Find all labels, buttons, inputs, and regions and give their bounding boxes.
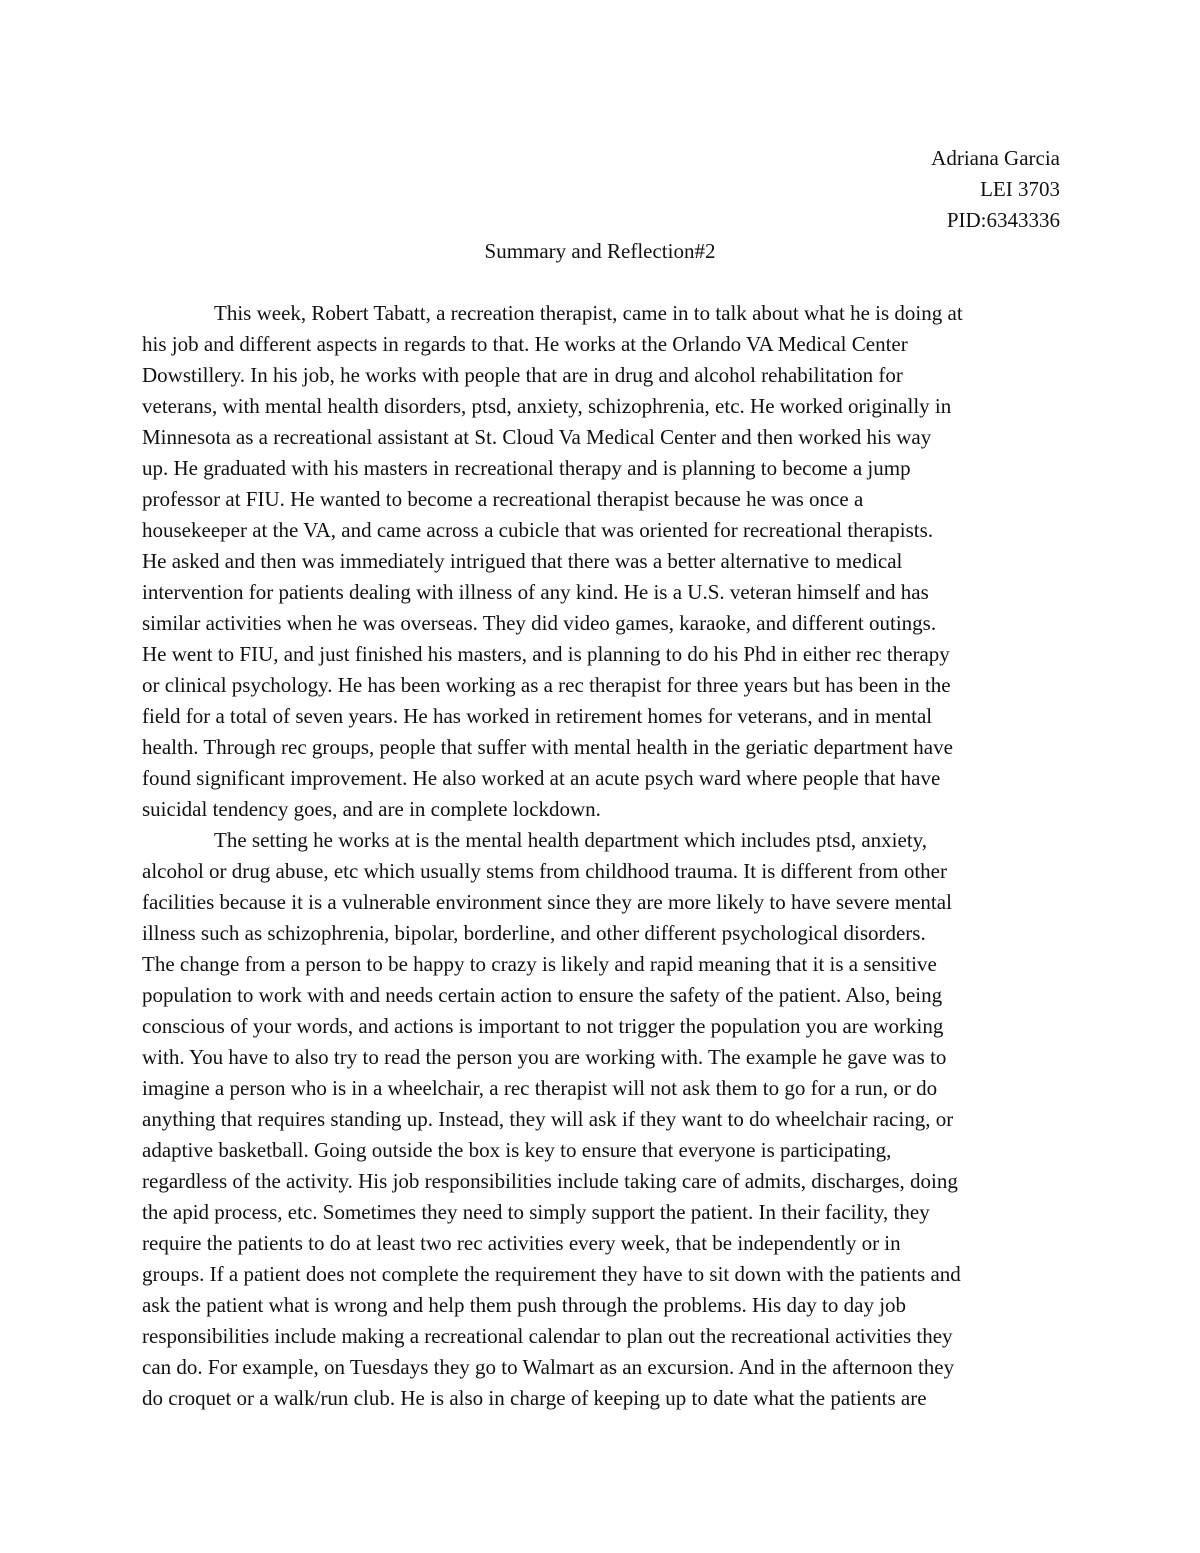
body-line: suicidal tendency goes, and are in complete lockdown.	[142, 797, 601, 821]
body-line: population to work with and needs certain action to ensure the safety of the patient. Also, being	[142, 983, 943, 1007]
body-line: or clinical psychology. He has been working as a rec therapist for three years but has been in the	[142, 673, 951, 697]
body-line: similar activities when he was overseas. They did video games, karaoke, and different outings.	[142, 611, 937, 635]
body-line: found significant improvement. He also worked at an acute psych ward where people that have	[142, 766, 941, 790]
body-line: do croquet or a walk/run club. He is also in charge of keeping up to date what the patients are	[142, 1386, 927, 1410]
paragraph-2-first-line: The setting he works at is the mental health department which includes ptsd, anxiety,	[214, 828, 928, 852]
body-line: up. He graduated with his masters in recreational therapy and is planning to become a jump	[142, 456, 911, 480]
paragraph-1-first-line: This week, Robert Tabatt, a recreation therapist, came in to talk about what he is doing at	[214, 301, 963, 325]
body-line: alcohol or drug abuse, etc which usually stems from childhood trauma. It is different from other	[142, 859, 947, 883]
body-line: imagine a person who is in a wheelchair, a rec therapist will not ask them to go for a run, or do	[142, 1076, 938, 1100]
body-line: The change from a person to be happy to crazy is likely and rapid meaning that it is a sensitive	[142, 952, 937, 976]
body-line: field for a total of seven years. He has worked in retirement homes for veterans, and in mental	[142, 704, 933, 728]
body-line: ask the patient what is wrong and help them push through the problems. His day to day job	[142, 1293, 907, 1317]
document-title: Summary and Reflection#2	[484, 239, 716, 263]
body-line: with. You have to also try to read the person you are working with. The example he gave was to	[142, 1045, 947, 1069]
course-code: LEI 3703	[980, 177, 1060, 201]
author-name: Adriana Garcia	[931, 146, 1060, 170]
body-line: his job and different aspects in regards to that. He works at the Orlando VA Medical Center	[142, 332, 908, 356]
student-pid: PID:6343336	[946, 208, 1060, 232]
body-line: facilities because it is a vulnerable environment since they are more likely to have severe mental	[142, 890, 952, 914]
body-line: the apid process, etc. Sometimes they need to simply support the patient. In their facility, they	[142, 1200, 930, 1224]
body-line: regardless of the activity. His job responsibilities include taking care of admits, discharges, doing	[142, 1169, 958, 1193]
author-header	[931, 143, 1060, 236]
body-line: conscious of your words, and actions is important to not trigger the population you are working	[142, 1014, 944, 1038]
body-line: require the patients to do at least two rec activities every week, that be independently or in	[142, 1231, 901, 1255]
body-line: illness such as schizophrenia, bipolar, borderline, and other different psychological disorders.	[142, 921, 926, 945]
body-line: intervention for patients dealing with illness of any kind. He is a U.S. veteran himself and has	[142, 580, 929, 604]
body-line: can do. For example, on Tuesdays they go to Walmart as an excursion. And in the afternoon they	[142, 1355, 955, 1379]
body-line: professor at FIU. He wanted to become a recreational therapist because he was once a	[142, 487, 864, 511]
body-line: Dowstillery. In his job, he works with people that are in drug and alcohol rehabilitation for	[142, 363, 903, 387]
body-line: housekeeper at the VA, and came across a cubicle that was oriented for recreational therapists.	[142, 518, 934, 542]
body-line: veterans, with mental health disorders, ptsd, anxiety, schizophrenia, etc. He worked originally in	[142, 394, 952, 418]
body-line: adaptive basketball. Going outside the box is key to ensure that everyone is participating,	[142, 1138, 892, 1162]
body-line: He went to FIU, and just finished his masters, and is planning to do his Phd in either rec therapy	[142, 642, 950, 666]
body-line: He asked and then was immediately intrigued that there was a better alternative to medical	[142, 549, 903, 573]
body-line: health. Through rec groups, people that suffer with mental health in the geriatic department have	[142, 735, 953, 759]
body-line: responsibilities include making a recreational calendar to plan out the recreational activities they	[142, 1324, 953, 1348]
body-line: anything that requires standing up. Instead, they will ask if they want to do wheelchair racing, or	[142, 1107, 954, 1131]
document-body	[142, 298, 1058, 1414]
body-line: Minnesota as a recreational assistant at St. Cloud Va Medical Center and then worked his way	[142, 425, 932, 449]
body-line: groups. If a patient does not complete the requirement they have to sit down with the patients and	[142, 1262, 961, 1286]
